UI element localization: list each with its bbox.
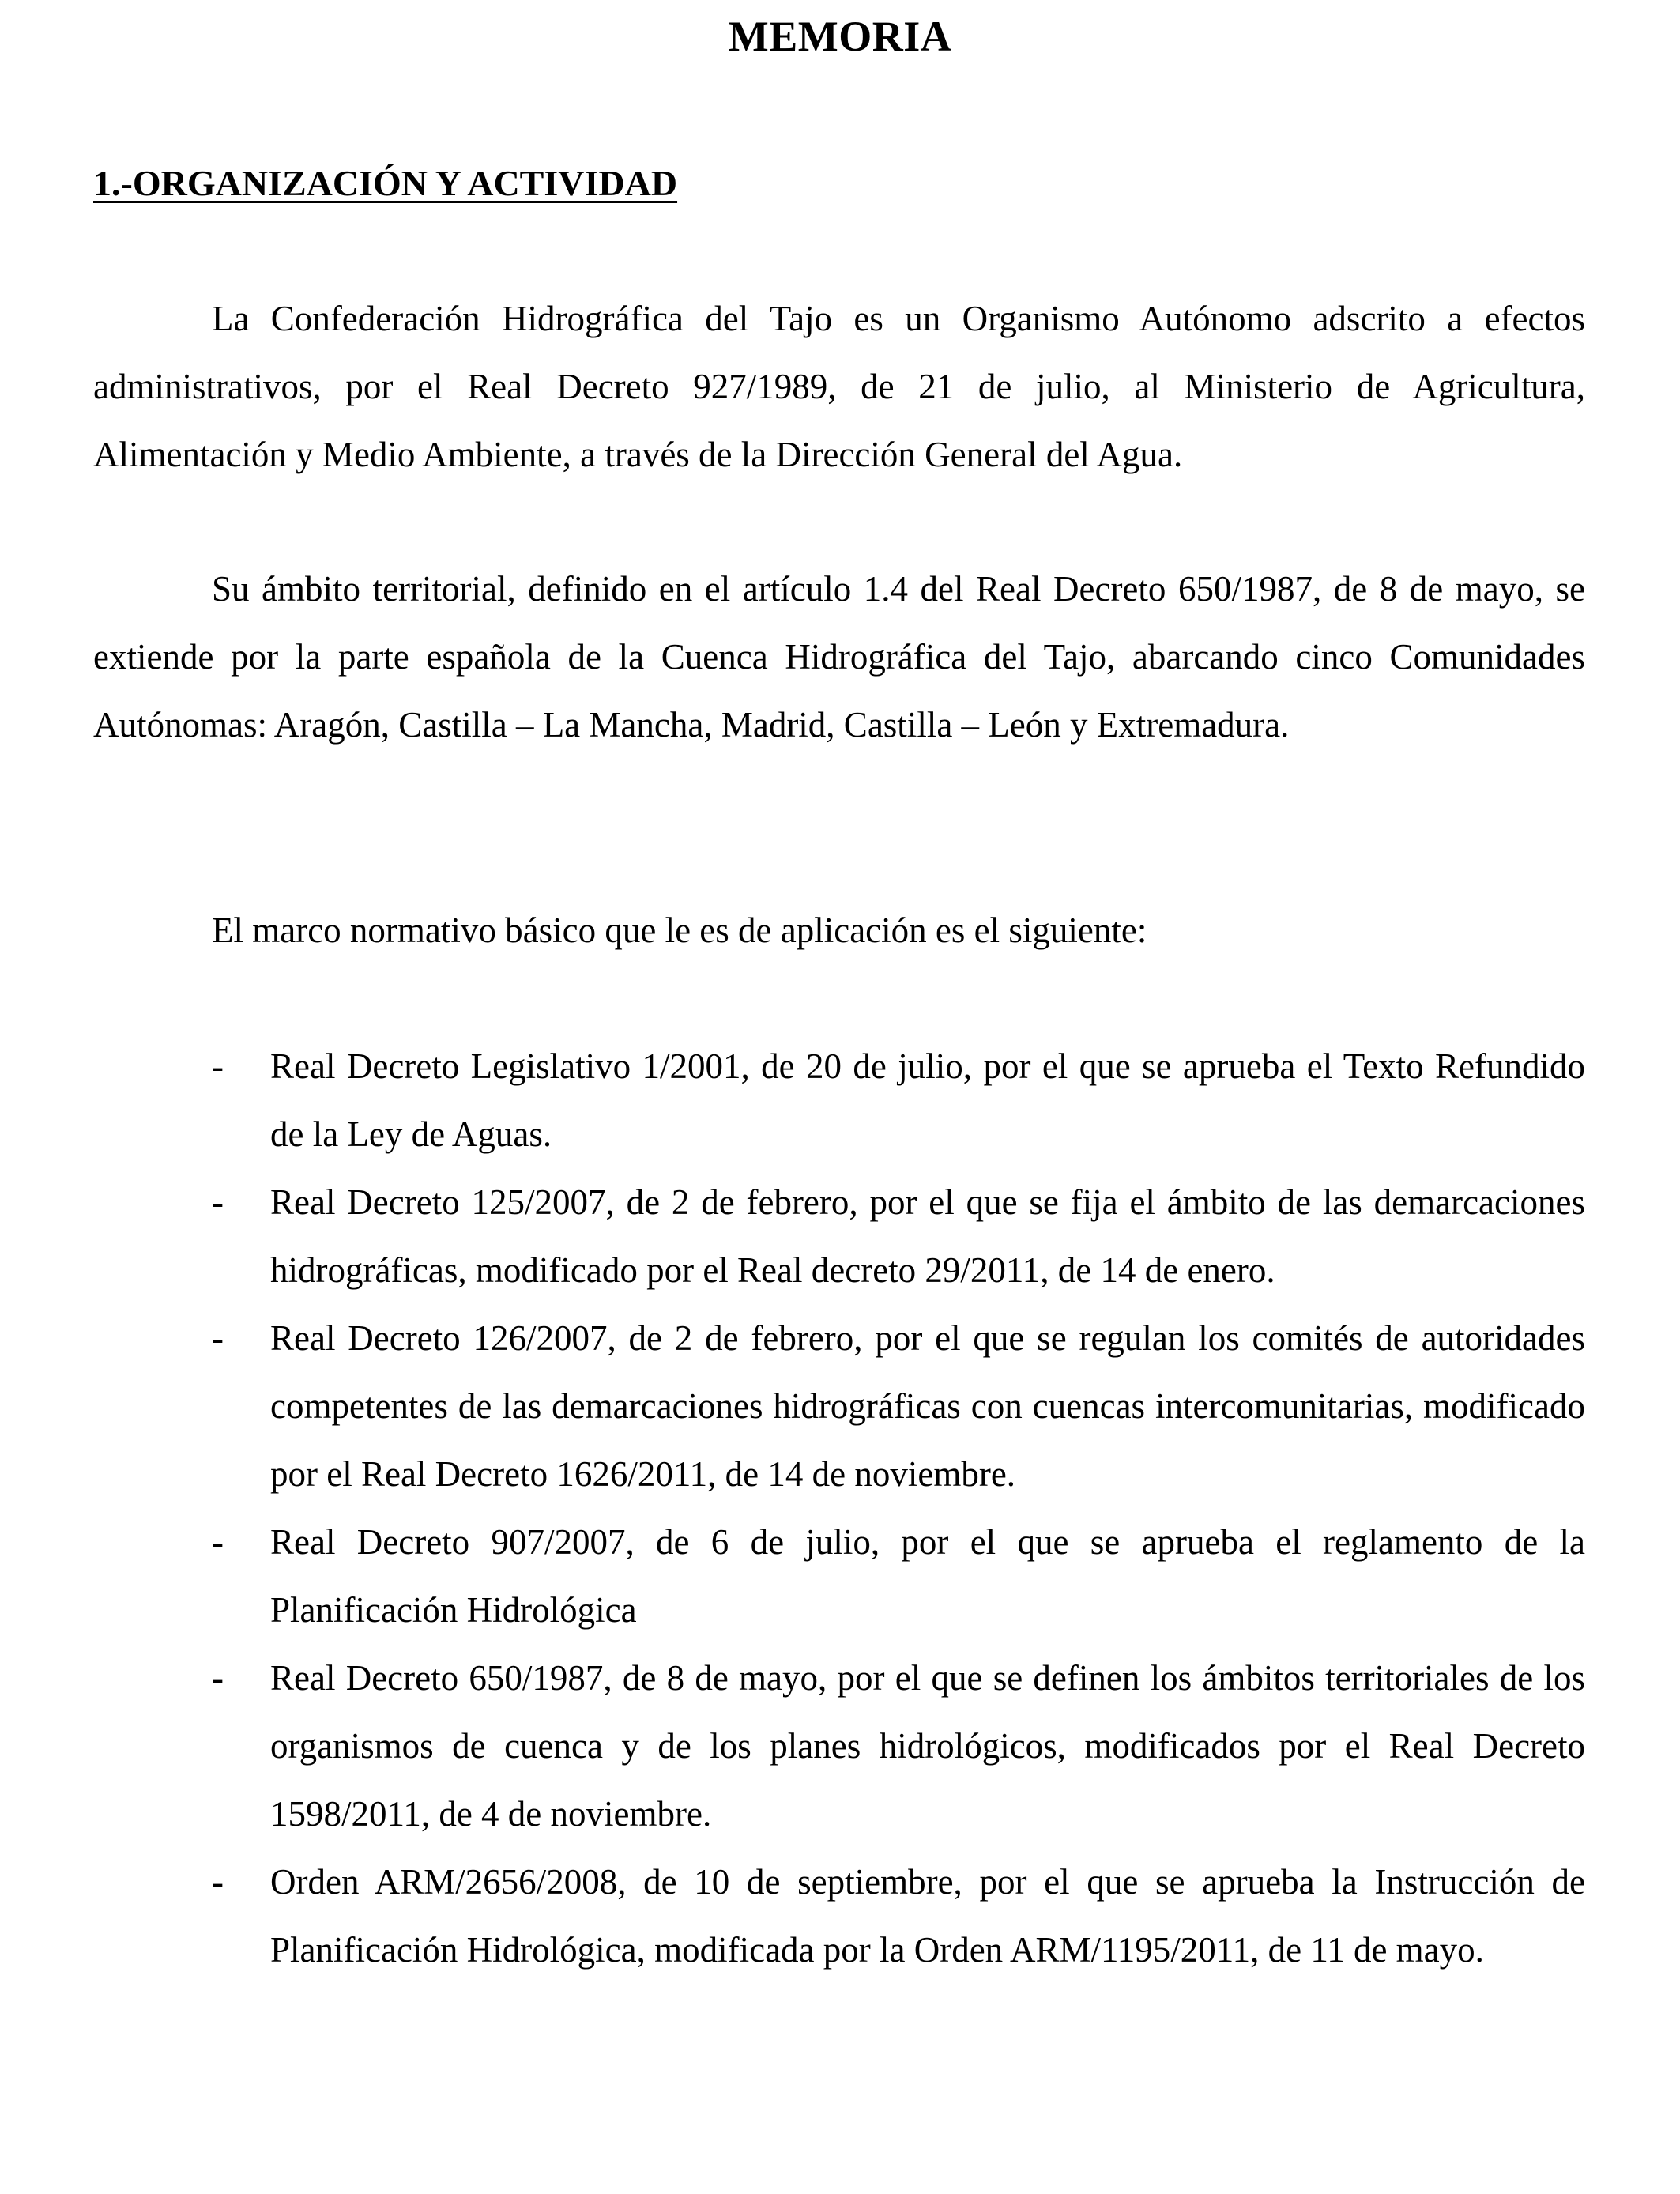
- list-item-text: Real Decreto 907/2007, de 6 de julio, por el que se aprueba el reglamento de la Planificación Hidrológica: [270, 1522, 1585, 1630]
- list-item-text: Real Decreto 126/2007, de 2 de febrero, por el que se regulan los comités de autoridades competentes de las demarcaciones hidrográficas con cuencas intercomunitarias, modificado por el Real Decreto 1626/2011, de 14 de noviembre.: [270, 1318, 1585, 1494]
- list-item: [93, 1508, 1585, 1644]
- paragraph-regulatory-framework-intro: El marco normativo básico que le es de aplicación es el siguiente:: [212, 910, 1147, 950]
- paragraph-territorial-scope: Su ámbito territorial, definido en el artículo 1.4 del Real Decreto 650/1987, de 8 de mayo, se extiende por la parte española de la Cuenca Hidrográfica del Tajo, abarcando cinco Comunidades Autónomas: Aragón, Castilla – La Mancha, Madrid, Castilla – León y Extremadura.: [93, 569, 1585, 745]
- list-item-text: Real Decreto 650/1987, de 8 de mayo, por el que se definen los ámbitos territoriales de los organismos de cuenca y de los planes hidrológicos, modificados por el Real Decreto 1598/2011, de 4 de noviembre.: [270, 1658, 1585, 1834]
- list-item: [93, 1032, 1585, 1168]
- list-item-text: Orden ARM/2656/2008, de 10 de septiembre, por el que se aprueba la Instrucción de Planificación Hidrológica, modificada por la Orden ARM/1195/2011, de 11 de mayo.: [270, 1862, 1585, 1970]
- list-item: [93, 1304, 1585, 1508]
- regulation-list: [93, 1032, 1585, 1984]
- list-item: [93, 1644, 1585, 1848]
- paragraph-organization: La Confederación Hidrográfica del Tajo es un Organismo Autónomo adscrito a efectos administrativos, por el Real Decreto 927/1989, de 21 de julio, al Ministerio de Agricultura, Alimentación y Medio Ambiente, a través de la Dirección General del Agua.: [93, 299, 1585, 474]
- list-item: [93, 1848, 1585, 1984]
- list-item-text: Real Decreto 125/2007, de 2 de febrero, por el que se fija el ámbito de las demarcaciones hidrográficas, modificado por el Real decreto 29/2011, de 14 de enero.: [270, 1182, 1585, 1290]
- list-dash: -: [212, 1522, 224, 1562]
- list-dash: -: [212, 1862, 224, 1902]
- document-title: MEMORIA: [728, 13, 952, 60]
- list-dash: -: [212, 1182, 224, 1222]
- list-dash: -: [212, 1046, 224, 1086]
- list-item: [93, 1168, 1585, 1304]
- list-dash: -: [212, 1658, 224, 1698]
- section-heading: 1.-ORGANIZACIÓN Y ACTIVIDAD: [93, 163, 678, 203]
- list-item-text: Real Decreto Legislativo 1/2001, de 20 de julio, por el que se aprueba el Texto Refundido de la Ley de Aguas.: [270, 1046, 1585, 1154]
- list-dash: -: [212, 1318, 224, 1358]
